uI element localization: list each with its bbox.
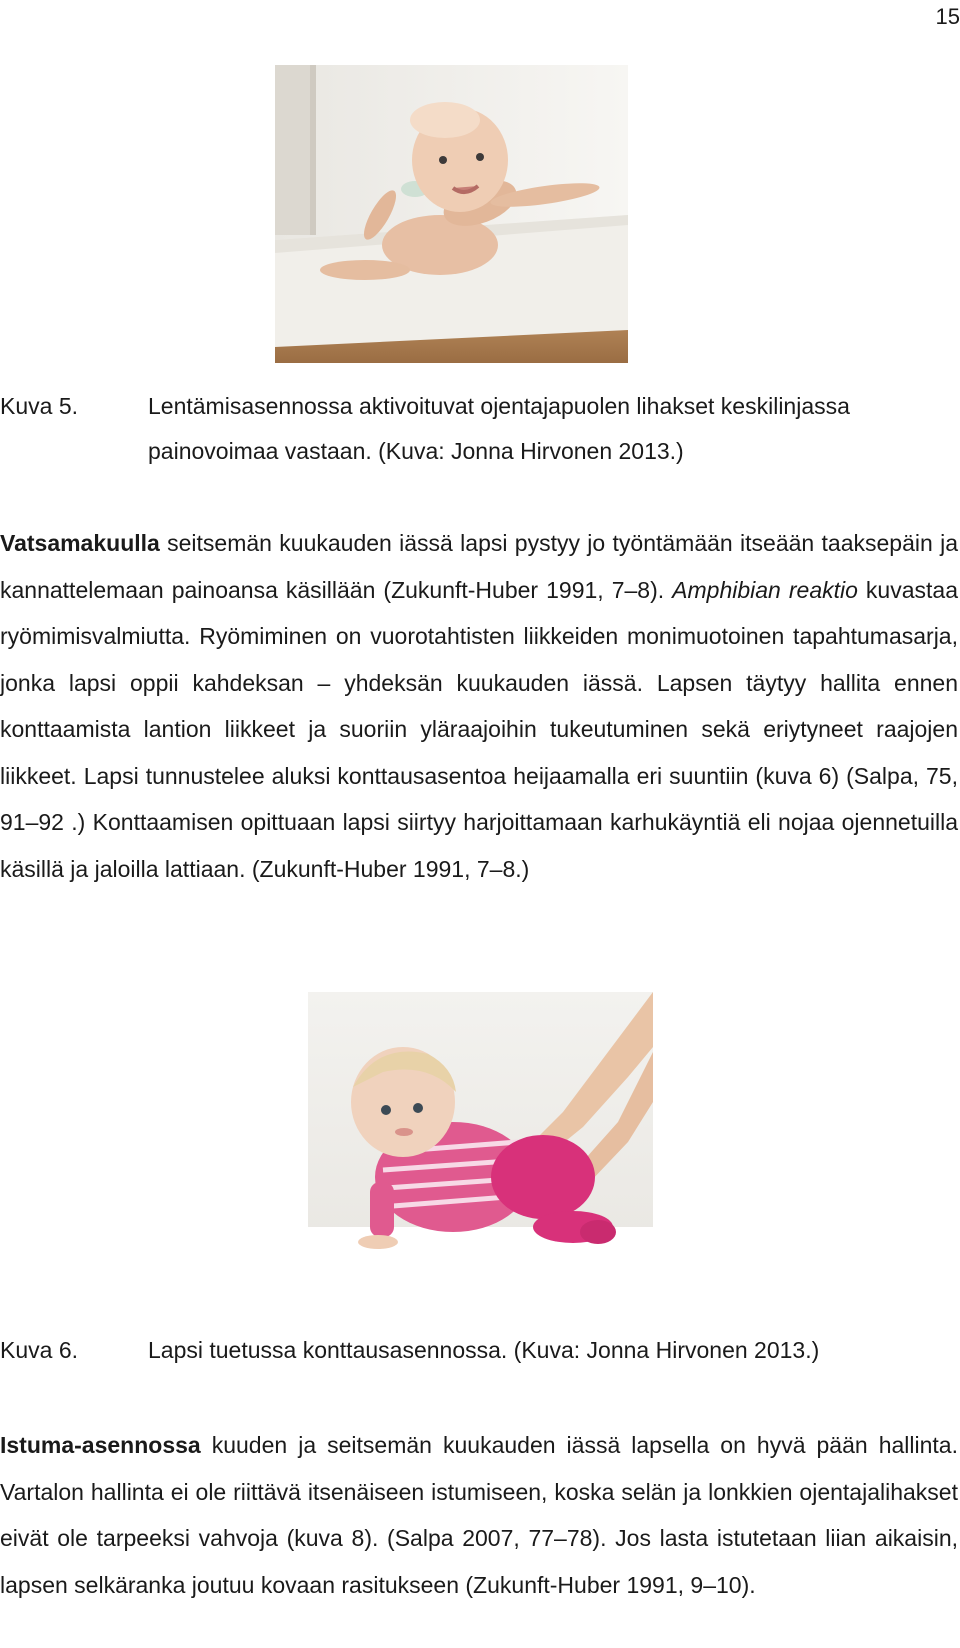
paragraph-sitting — [0, 1422, 958, 1608]
term-sitting: Istuma-asennossa — [0, 1432, 201, 1458]
figure-6-label: Kuva 6. — [0, 1337, 78, 1363]
page-number: 15 — [935, 4, 960, 29]
figure-5-caption — [0, 384, 960, 474]
figure-5-label: Kuva 5. — [0, 393, 78, 419]
term-prone: Vatsamakuulla — [0, 530, 160, 556]
figure-6-photo — [308, 992, 653, 1289]
figure-6-caption-text: Lapsi tuetussa konttausasennossa. (Kuva: Jonna Hirvonen 2013.) — [148, 1337, 820, 1363]
paragraph-prone — [0, 520, 958, 892]
figure-5-photo — [275, 65, 628, 363]
paragraph-sitting-text: kuuden ja seitsemän kuukauden iässä lapsella on hyvä pään hallinta. Vartalon hallinta ei ole riittävä itsenäiseen istumiseen, koska selän ja lonkkien ojentajalihakset eivät ole tarpeeksi vahvoja (kuva 8). (Salpa 2007, 77–78). Jos lasta istutetaan liian aikaisin, lapsen selkäranka joutuu kovaan rasitukseen (Zukunft-Huber 1991, 9–10). — [0, 1432, 958, 1598]
figure-6-caption — [0, 1328, 960, 1373]
paragraph-prone-text-b: kuvastaa ryömimisvalmiutta. Ryömiminen on vuorotahtisten liikkeiden monimuotoinen tapahtumasarja, jonka lapsi oppii kahdeksan – yhdeksän kuukauden iässä. Lapsen täytyy hallita ennen konttaamista lantion liikkeet ja suoriin yläraajoihin tukeutuminen sekä eriytyneet raajojen liikkeet. Lapsi tunnustelee aluksi konttausasentoa heijaamalla eri suuntiin (kuva 6) (Salpa, 75, 91–92 .) Konttaamisen opittuaan lapsi siirtyy harjoittamaan karhukäyntiä eli nojaa ojennetuilla käsillä ja jaloilla lattiaan. (Zukunft-Huber 1991, 7–8.) — [0, 576, 958, 882]
paragraph-prone-text-a: seitsemän kuukauden iässä lapsi pystyy jo työntämään itseään taaksepäin ja kannattelemaan painoansa käsillään (Zukunft-Huber 1991, 7–8). — [0, 530, 958, 603]
term-amphibian: Amphibian reaktio — [672, 576, 858, 603]
figure-5-caption-text: Lentämisasennossa aktivoituvat ojentajapuolen lihakset keskilinjassa painovoimaa vastaan. (Kuva: Jonna Hirvonen 2013.) — [148, 393, 850, 464]
